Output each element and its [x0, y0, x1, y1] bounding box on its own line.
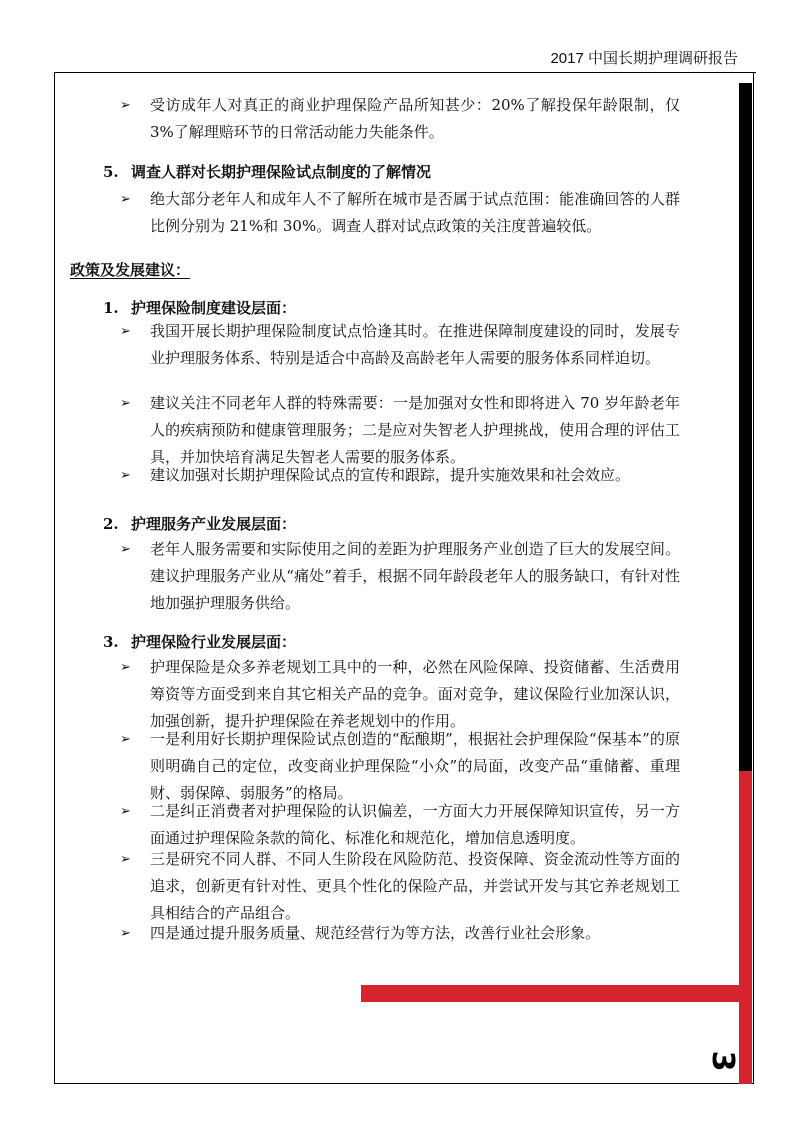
page-number: 3 — [705, 1050, 740, 1072]
policy-section-title: 政策及发展建议： — [70, 261, 191, 279]
bottom-bar-red — [361, 985, 752, 1002]
bullet-text: 三是研究不同人群、不同人生阶段在风险防范、投资保障、资金流动性等方面的追求，创新更有针对性、更具个性化的保险产品，并尝试开发与其它养老规划工具相结合的产品组合。 — [150, 850, 680, 922]
subsection-title: 护理服务产业发展层面： — [131, 515, 297, 533]
bullet-text: 老年人服务需要和实际使用之间的差距为护理服务产业创造了巨大的发展空间。建议护理服务产业从“痛处”着手，根据不同年龄段老年人的服务缺口，有针对性地加强护理服务供给。 — [150, 540, 680, 612]
subsection-heading-2 — [103, 512, 296, 536]
subsection-heading-3 — [103, 630, 296, 654]
list-item — [120, 536, 680, 617]
list-item — [120, 726, 680, 807]
subsection-title: 护理保险制度建设层面： — [131, 299, 297, 317]
arrow-bullet-icon: ➢ — [120, 396, 131, 411]
bullet-text: 护理保险是众多养老规划工具中的一种，必然在风险保障、投资储蓄、生活费用筹资等方面受到来自其它相关产品的竞争。面对竞争，建议保险行业加深认识，加强创新，提升护理保险在养老规划中的作用。 — [150, 658, 680, 730]
arrow-bullet-icon: ➢ — [120, 732, 131, 747]
list-item — [120, 798, 680, 852]
arrow-bullet-icon: ➢ — [120, 192, 131, 207]
arrow-bullet-icon: ➢ — [120, 926, 131, 941]
arrow-bullet-icon: ➢ — [120, 660, 131, 675]
list-item — [120, 846, 680, 927]
list-item — [120, 462, 680, 489]
section-title: 调查人群对长期护理保险试点制度的了解情况 — [131, 163, 432, 181]
list-item — [120, 186, 680, 240]
bullet-text: 建议加强对长期护理保险试点的宣传和跟踪，提升实施效果和社会效应。 — [150, 466, 631, 484]
bullet-text: 我国开展长期护理保险制度试点恰逢其时。在推进保障制度建设的同时，发展专业护理服务体系、特别是适合中高龄及高龄老年人需要的服务体系同样迫切。 — [150, 322, 680, 367]
arrow-bullet-icon: ➢ — [120, 804, 131, 819]
list-item — [120, 920, 680, 947]
subsection-heading-1 — [103, 296, 296, 320]
side-bar-red — [739, 771, 752, 1084]
list-item — [120, 654, 680, 735]
bullet-text: 绝大部分老年人和成年人不了解所在城市是否属于试点范围：能准确回答的人群比例分别为 21%和 30%。调查人群对试点政策的关注度普遍较低。 — [150, 190, 680, 235]
list-item — [120, 318, 680, 372]
section-heading-5 — [103, 160, 431, 184]
bullet-text: 一是利用好长期护理保险试点创造的“酝酿期”，根据社会护理保险“保基本”的原则明确自己的定位，改变商业护理保险“小众”的局面，改变产品“重储蓄、重理财、弱保障、弱服务”的格局。 — [150, 730, 680, 802]
arrow-bullet-icon: ➢ — [120, 542, 131, 557]
subsection-number: 1. — [103, 299, 119, 317]
subsection-title: 护理保险行业发展层面： — [131, 633, 297, 651]
bullet-text: 受访成年人对真正的商业护理保险产品所知甚少：20%了解投保年龄限制，仅 3%了解理赔环节的日常活动能力失能条件。 — [150, 96, 680, 141]
report-header-title: 2017 中国长期护理调研报告 — [550, 50, 738, 67]
list-item — [120, 92, 680, 146]
subsection-number: 3. — [103, 633, 119, 651]
bullet-text: 建议关注不同老年人群的特殊需要：一是加强对女性和即将进入 70 岁年龄老年人的疾病预防和健康管理服务；二是应对失智老人护理挑战，使用合理的评估工具，并加快培育满足失智老人需要的服务体系。 — [150, 394, 680, 466]
arrow-bullet-icon: ➢ — [120, 98, 131, 113]
section-number: 5. — [103, 163, 119, 181]
list-item — [120, 390, 680, 471]
arrow-bullet-icon: ➢ — [120, 324, 131, 339]
arrow-bullet-icon: ➢ — [120, 852, 131, 867]
arrow-bullet-icon: ➢ — [120, 468, 131, 483]
subsection-number: 2. — [103, 515, 119, 533]
bullet-text: 四是通过提升服务质量、规范经营行为等方法，改善行业社会形象。 — [150, 924, 601, 942]
side-bar-black — [739, 83, 752, 771]
bullet-text: 二是纠正消费者对护理保险的认识偏差，一方面大力开展保障知识宣传，另一方面通过护理保险条款的简化、标准化和规范化，增加信息透明度。 — [150, 802, 680, 847]
